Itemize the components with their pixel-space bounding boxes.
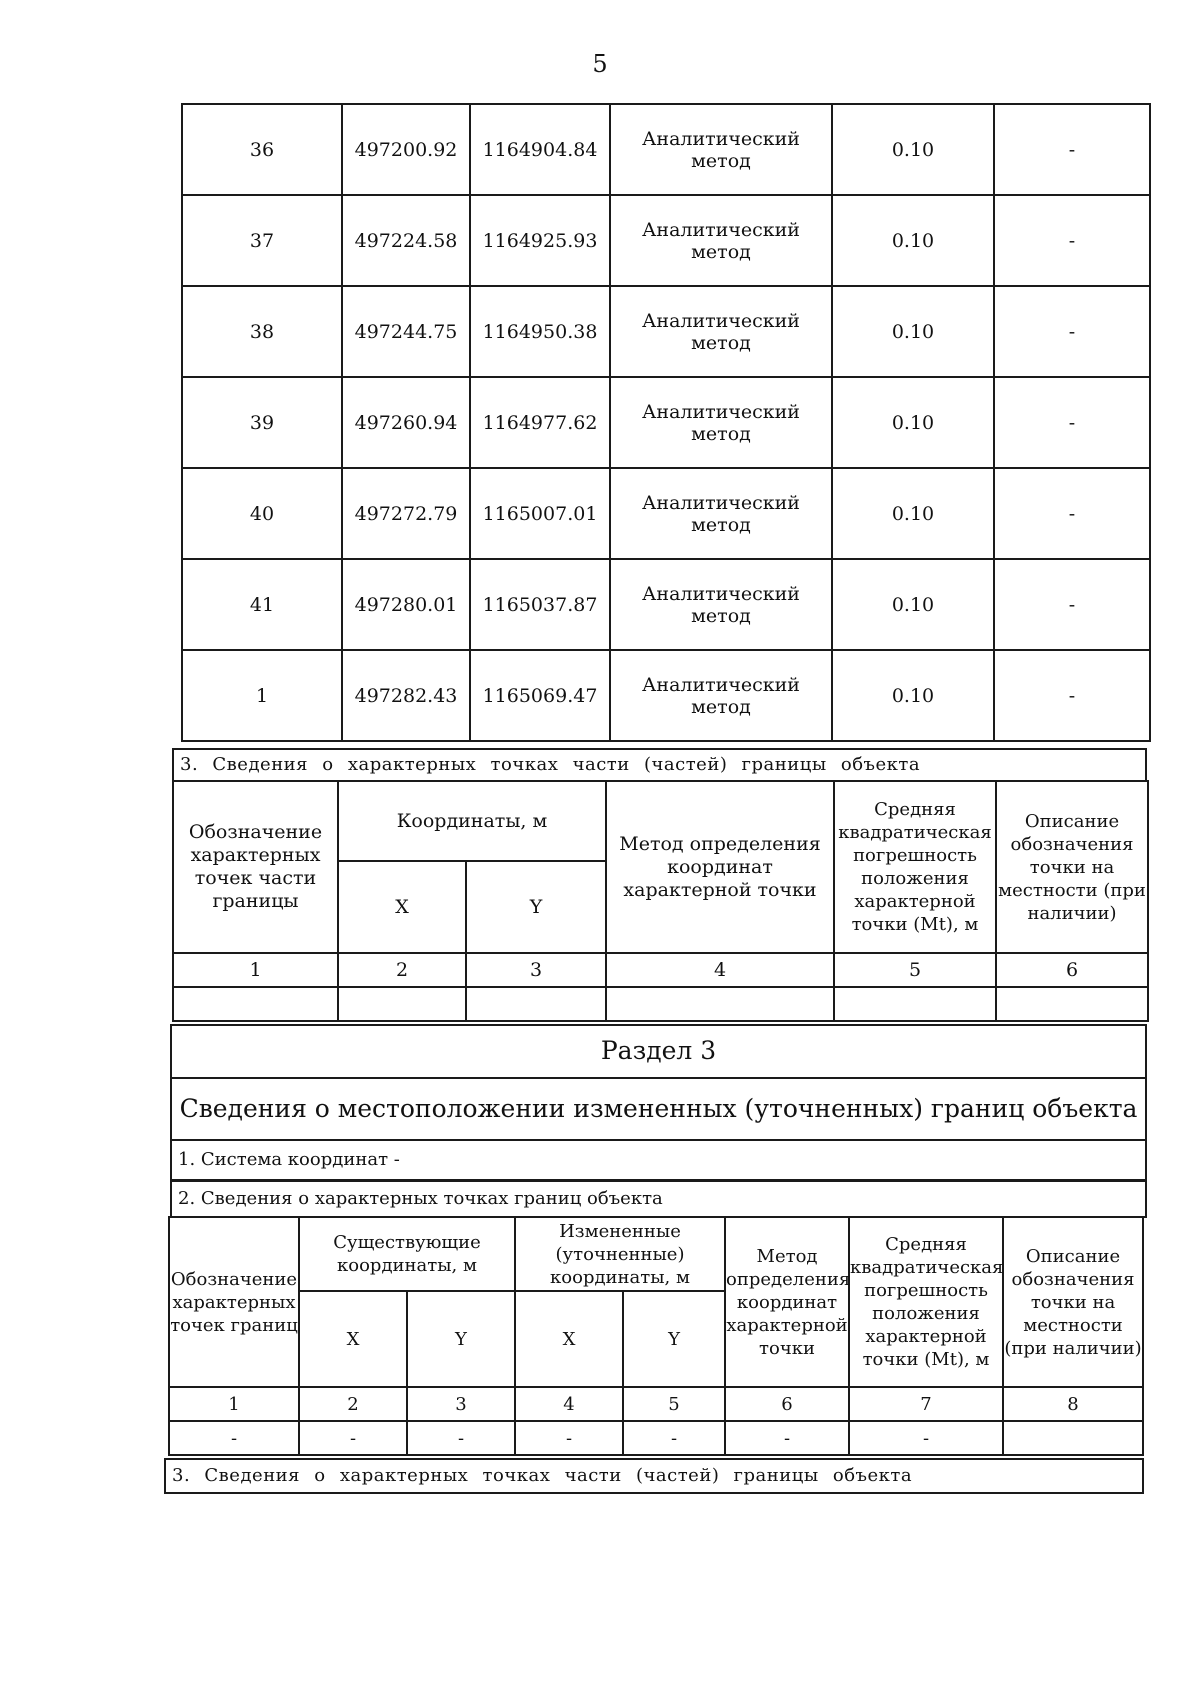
table-row: [182, 377, 1150, 468]
col-number: 8: [1003, 1387, 1143, 1421]
mt-value: 0.10: [832, 650, 994, 741]
mt-value: 0.10: [832, 104, 994, 195]
method: Аналитический метод: [610, 650, 832, 741]
empty-cell: [466, 987, 606, 1021]
method: Аналитический метод: [610, 377, 832, 468]
cell-value: -: [169, 1421, 299, 1455]
section-heading: Раздел 3: [170, 1024, 1147, 1079]
coord-y: 1164904.84: [470, 104, 610, 195]
point-description: -: [994, 468, 1150, 559]
point-number: 1: [182, 650, 342, 741]
cell-value: -: [299, 1421, 407, 1455]
header-mt: Средняя квадратическая погрешность положения характерной точки (Mt), м: [834, 781, 996, 953]
header-description: Описание обозначения точки на местности (при наличии): [1003, 1217, 1143, 1387]
col-number: 2: [299, 1387, 407, 1421]
coord-y: 1164925.93: [470, 195, 610, 286]
col-number: 5: [623, 1387, 725, 1421]
header-y: Y: [623, 1291, 725, 1387]
coord-x: 497260.94: [342, 377, 470, 468]
header-x: X: [299, 1291, 407, 1387]
point-description: -: [994, 195, 1150, 286]
coord-x: 497200.92: [342, 104, 470, 195]
method: Аналитический метод: [610, 104, 832, 195]
table-row: [182, 559, 1150, 650]
method: Аналитический метод: [610, 286, 832, 377]
point-description: -: [994, 650, 1150, 741]
col-number: 3: [407, 1387, 515, 1421]
page-number: 5: [592, 50, 608, 78]
point-number: 38: [182, 286, 342, 377]
point-number: 40: [182, 468, 342, 559]
cell-value: [1003, 1421, 1143, 1455]
header-y: Y: [466, 861, 606, 953]
coord-x: 497272.79: [342, 468, 470, 559]
col-number: 6: [996, 953, 1148, 987]
header-changed-coordinates: Измененные (уточненные) координаты, м: [515, 1217, 725, 1291]
changed-points-table: [168, 1216, 1144, 1456]
part-points-table: [172, 780, 1149, 1022]
mt-value: 0.10: [832, 559, 994, 650]
header-coordinates: Координаты, м: [338, 781, 606, 861]
point-description: -: [994, 559, 1150, 650]
coord-x: 497280.01: [342, 559, 470, 650]
col-number: 2: [338, 953, 466, 987]
point-number: 41: [182, 559, 342, 650]
header-description: Описание обозначения точки на местности (при наличии): [996, 781, 1148, 953]
section-title-part-points: 3. Сведения о характерных точках части (частей) границы объекта: [172, 748, 1147, 782]
header-x: X: [515, 1291, 623, 1387]
header-designation: Обозначение характерных точек части границы: [173, 781, 338, 953]
col-number: 4: [515, 1387, 623, 1421]
coord-x: 497282.43: [342, 650, 470, 741]
method: Аналитический метод: [610, 559, 832, 650]
cell-value: -: [407, 1421, 515, 1455]
coord-y: 1164977.62: [470, 377, 610, 468]
col-number: 4: [606, 953, 834, 987]
cell-value: -: [623, 1421, 725, 1455]
coord-y: 1165037.87: [470, 559, 610, 650]
header-method: Метод определения координат характерной точки: [606, 781, 834, 953]
col-number: 1: [173, 953, 338, 987]
point-number: 39: [182, 377, 342, 468]
cell-value: -: [849, 1421, 1003, 1455]
cell-value: -: [515, 1421, 623, 1455]
coord-y: 1165069.47: [470, 650, 610, 741]
table-row: [182, 286, 1150, 377]
mt-value: 0.10: [832, 468, 994, 559]
method: Аналитический метод: [610, 195, 832, 286]
coord-y: 1165007.01: [470, 468, 610, 559]
point-number: 37: [182, 195, 342, 286]
table-row: [182, 650, 1150, 741]
coord-x: 497244.75: [342, 286, 470, 377]
col-number: 1: [169, 1387, 299, 1421]
mt-value: 0.10: [832, 195, 994, 286]
header-x: X: [338, 861, 466, 953]
col-number: 3: [466, 953, 606, 987]
header-y: Y: [407, 1291, 515, 1387]
table-row: [182, 104, 1150, 195]
empty-cell: [338, 987, 466, 1021]
coord-y: 1164950.38: [470, 286, 610, 377]
mt-value: 0.10: [832, 377, 994, 468]
coordinate-system: 1. Система координат -: [170, 1139, 1147, 1181]
col-number: 5: [834, 953, 996, 987]
column-numbers-row: [169, 1387, 1143, 1421]
empty-cell: [173, 987, 338, 1021]
point-description: -: [994, 377, 1150, 468]
method: Аналитический метод: [610, 468, 832, 559]
section-title-points: 2. Сведения о характерных точках границ объекта: [170, 1180, 1147, 1218]
column-numbers-row: [173, 953, 1148, 987]
table-row: [182, 195, 1150, 286]
header-mt: Средняя квадратическая погрешность положения характерной точки (Mt), м: [849, 1217, 1003, 1387]
empty-cell: [996, 987, 1148, 1021]
cell-value: -: [725, 1421, 849, 1455]
header-method: Метод определения координат характерной точки: [725, 1217, 849, 1387]
point-description: -: [994, 286, 1150, 377]
empty-cell: [606, 987, 834, 1021]
coordinates-table: [181, 103, 1151, 742]
table-row: [182, 468, 1150, 559]
section-subheading: Сведения о местоположении измененных (уточненных) границ объекта: [170, 1077, 1147, 1141]
section-title-part-points-3: 3. Сведения о характерных точках части (частей) границы объекта: [164, 1458, 1144, 1494]
col-number: 7: [849, 1387, 1003, 1421]
mt-value: 0.10: [832, 286, 994, 377]
header-designation: Обозначение характерных точек границ: [169, 1217, 299, 1387]
coord-x: 497224.58: [342, 195, 470, 286]
header-existing-coordinates: Существующие координаты, м: [299, 1217, 515, 1291]
col-number: 6: [725, 1387, 849, 1421]
point-description: -: [994, 104, 1150, 195]
empty-cell: [834, 987, 996, 1021]
table-row: [173, 987, 1148, 1021]
table-row: [169, 1421, 1143, 1455]
point-number: 36: [182, 104, 342, 195]
